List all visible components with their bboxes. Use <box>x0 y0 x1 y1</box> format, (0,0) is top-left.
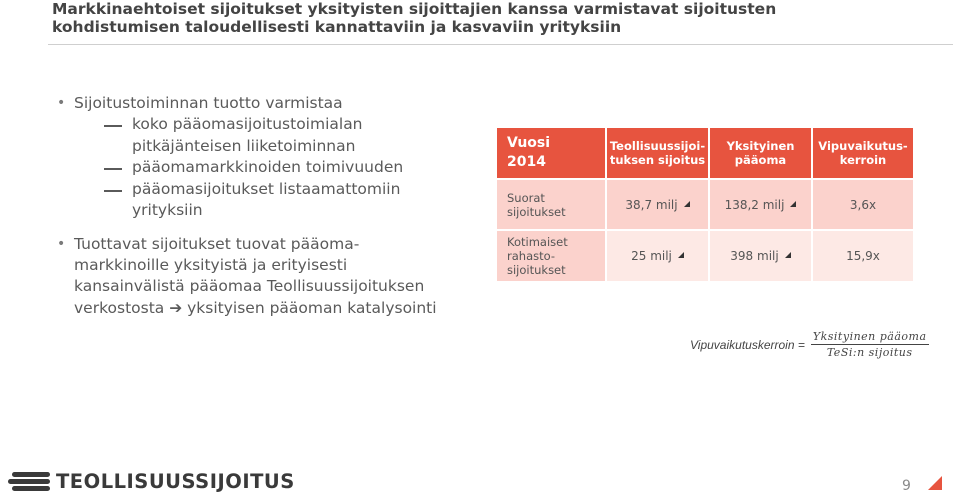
up-arrow-icon <box>684 201 690 207</box>
bullet-text: kansainvälistä pääomaa Teollisuussijoituksen <box>74 277 425 295</box>
row-label: sijoitukset <box>507 204 566 219</box>
title-line-2: kohdistumisen taloudellisesti kannattaviin ja kasvaviin yrityksiin <box>52 18 622 36</box>
up-arrow-icon <box>785 252 791 258</box>
bullet-text: verkostosta ➔ yksityisen pääoman katalysointi <box>74 298 437 317</box>
slide-title <box>52 0 912 36</box>
title-line-1: Markkinaehtoiset sijoitukset yksityisten sijoittajien kanssa varmistavat sijoitusten <box>52 0 777 18</box>
bullet-continuation <box>54 255 474 277</box>
sub-bullet-text: pitkäjänteisen liiketoiminnan <box>132 136 356 155</box>
logo-text: TEOLLISUUSSIJOITUS <box>56 469 295 493</box>
value-text: 15,9x <box>846 249 880 263</box>
header-text: Yksityinen <box>726 139 795 153</box>
sub-bullet-item <box>54 179 474 201</box>
page-number: 9 <box>902 478 911 494</box>
sub-bullet-text: pääomasijoitukset listaamattomiin <box>132 179 401 198</box>
sub-bullet-item <box>54 114 474 136</box>
sub-bullet-text: koko pääomasijoitustoimialan <box>132 115 363 133</box>
leverage-factor-value <box>813 231 915 283</box>
table-row <box>497 180 915 231</box>
row-label: Kotimaiset <box>507 235 568 249</box>
sub-bullet-continuation <box>54 200 474 222</box>
header-year-label: Vuosi <box>507 135 551 151</box>
header-text: Teollisuussijoi- <box>609 139 706 153</box>
company-logo <box>8 468 295 494</box>
dash-icon <box>104 168 122 170</box>
formula-fraction <box>811 330 929 359</box>
bullet-text: Tuottavat sijoitukset tuovat pääoma- <box>74 234 360 253</box>
up-arrow-icon <box>790 201 796 207</box>
bullet-continuation <box>54 276 474 298</box>
dash-icon <box>104 190 122 192</box>
value-text: 25 milj <box>631 249 672 263</box>
header-private-capital <box>710 128 813 180</box>
row-label-cell <box>497 180 607 231</box>
formula-lhs: Vipuvaikutuskerroin = <box>690 337 805 352</box>
corner-triangle-icon <box>928 476 942 490</box>
value-text: 398 milj <box>730 249 779 263</box>
value-text: 3,6x <box>849 197 877 212</box>
tesi-investment-value <box>607 231 710 283</box>
header-leverage-factor <box>813 128 915 180</box>
private-capital-value <box>710 180 813 231</box>
logo-mark-icon <box>8 468 54 494</box>
sub-bullet-text: yrityksiin <box>132 201 203 219</box>
header-text: pääoma <box>734 153 787 167</box>
header-tesi-investment <box>607 128 710 180</box>
row-label: sijoitukset <box>507 263 566 277</box>
leverage-table <box>497 128 915 283</box>
header-text: Vipuvaikutus- <box>818 139 908 153</box>
title-divider <box>48 44 953 45</box>
bullet-item <box>54 234 474 255</box>
bullet-continuation <box>54 298 474 320</box>
row-label: Suorat <box>507 190 545 205</box>
leverage-formula <box>690 330 929 359</box>
header-text: tuksen sijoitus <box>609 153 706 167</box>
table-header-row <box>497 128 915 180</box>
header-text: kerroin <box>839 153 887 167</box>
table-row <box>497 231 915 283</box>
row-label: rahasto- <box>507 249 556 263</box>
formula-numerator: Yksityinen pääoma <box>812 330 927 343</box>
up-arrow-icon <box>678 252 684 258</box>
sub-bullet-continuation <box>54 136 474 158</box>
formula-denominator: TeSi:n sijoitus <box>826 346 913 359</box>
bullet-text: markkinoille yksityistä ja erityisesti <box>74 255 348 274</box>
header-year-cell <box>497 128 607 180</box>
sub-bullet-item <box>54 157 474 179</box>
header-year-value: 2014 <box>507 154 546 170</box>
tesi-investment-value <box>607 180 710 231</box>
row-label-cell <box>497 231 607 283</box>
sub-bullet-text: pääomamarkkinoiden toimivuuden <box>132 158 404 176</box>
private-capital-value <box>710 231 813 283</box>
bullet-list <box>54 93 474 319</box>
value-text: 138,2 milj <box>724 197 785 212</box>
leverage-factor-value <box>813 180 915 231</box>
dash-icon <box>104 125 122 127</box>
bullet-item: • Sijoitustoiminnan tuotto varmistaa <box>54 93 474 114</box>
value-text: 38,7 milj <box>625 197 678 212</box>
